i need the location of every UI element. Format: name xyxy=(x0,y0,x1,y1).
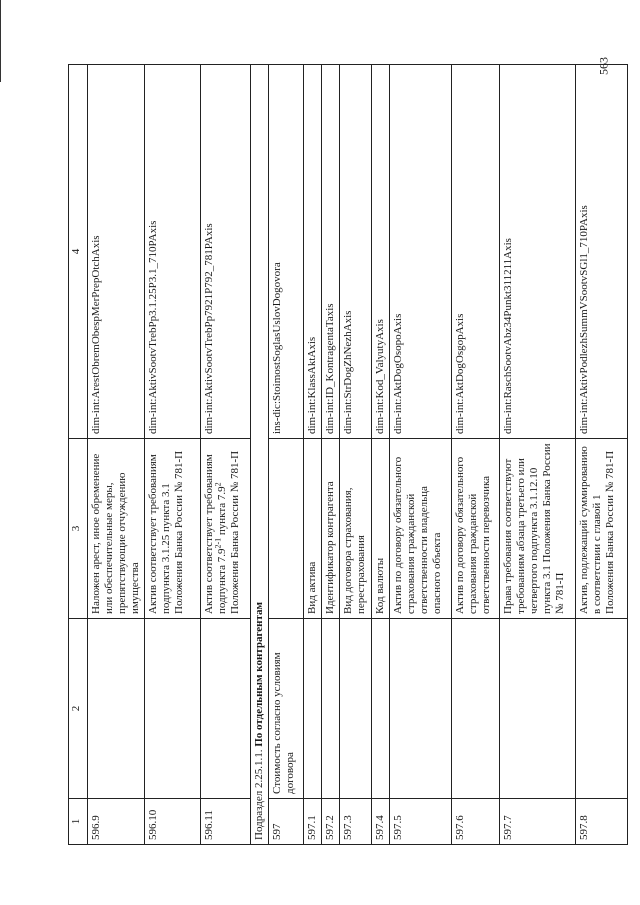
row-name xyxy=(303,619,321,799)
row-code: dim-int:ArestObremObespMerPrepOtchAxis xyxy=(88,65,145,439)
row-name xyxy=(371,619,389,799)
row-name xyxy=(88,619,145,799)
row-description: Вид актива xyxy=(303,439,321,619)
table-row xyxy=(575,65,627,845)
header-cell-2: 2 xyxy=(69,619,88,799)
row-number: 597.2 xyxy=(321,799,339,845)
row-name xyxy=(339,619,371,799)
row-number: 597.5 xyxy=(389,799,451,845)
row-code: dim-int:ID_KontragentaTaxis xyxy=(321,65,339,439)
table-row xyxy=(339,65,371,845)
table-row xyxy=(389,65,451,845)
row-code: dim-int:AktivSootvTrebPp3.1.25P3.1_710PAxis xyxy=(144,65,200,439)
row-description: Актив соответствует требованиям подпункта 3.1.25 пункта 3.1 Положения Банка России № 781-П xyxy=(144,439,200,619)
row-number: 596.10 xyxy=(144,799,200,845)
row-number: 597.4 xyxy=(371,799,389,845)
table-row xyxy=(268,65,303,845)
table-row xyxy=(200,65,250,845)
row-number: 597 xyxy=(268,799,303,845)
row-number: 597.1 xyxy=(303,799,321,845)
row-description xyxy=(268,439,303,619)
row-code: dim-int:AktivPodlezhSummVSootvSGl1_710PAxis xyxy=(575,65,627,439)
table-row xyxy=(88,65,145,845)
header-cell-4: 4 xyxy=(69,65,88,439)
row-name xyxy=(575,619,627,799)
row-name xyxy=(321,619,339,799)
row-name xyxy=(389,619,451,799)
row-description: Права требования соответствуют требованиям абзаца третьего или четвертого подпункта 3.1.12.10 пункта 3.1 Положения Банка России № 781-П xyxy=(499,439,575,619)
table-row xyxy=(321,65,339,845)
row-number: 597.6 xyxy=(451,799,499,845)
row-name xyxy=(144,619,200,799)
margin-mark xyxy=(0,0,1,82)
row-code: dim-int:StrDogZhNezhAxis xyxy=(339,65,371,439)
table-row xyxy=(451,65,499,845)
row-name xyxy=(200,619,250,799)
row-description: Актив по договору обязательного страхования гражданской ответственности перевозчика xyxy=(451,439,499,619)
row-number: 597.3 xyxy=(339,799,371,845)
section-heading: Подраздел 2.25.1.1. По отдельным контрагентам xyxy=(250,65,268,845)
row-description: Актив, подлежащий суммированию в соответствии с главой 1 Положения Банка России № 781-П xyxy=(575,439,627,619)
section-heading-row xyxy=(250,65,268,845)
row-code: dim-int:KlassAktAxis xyxy=(303,65,321,439)
row-description: Наложен арест, иное обременение или обеспечительные меры, препятствующие отчуждению имущества xyxy=(88,439,145,619)
registry-table xyxy=(68,64,628,845)
row-code: ins-dic:StoimostSoglasUslovDogovora xyxy=(268,65,303,439)
row-code: dim-int:AktivSootvTrebPp7921P792_781PAxis xyxy=(200,65,250,439)
row-number: 596.9 xyxy=(88,799,145,845)
table-row xyxy=(499,65,575,845)
row-name xyxy=(499,619,575,799)
row-number: 597.8 xyxy=(575,799,627,845)
row-description: Идентификатор контрагента xyxy=(321,439,339,619)
header-row xyxy=(69,65,88,845)
row-description: Актив соответствует требованиям подпункта 7.9$^{2-1}$ пункта $7.9^2$ Положения Банка России № 781-П xyxy=(200,439,250,619)
row-code: dim-int:AktDogOsgopAxis xyxy=(451,65,499,439)
row-number: 596.11 xyxy=(200,799,250,845)
page-number: 563 xyxy=(596,57,611,75)
table-row xyxy=(303,65,321,845)
row-description: Код валюты xyxy=(371,439,389,619)
row-description: Актив по договору обязательного страхования гражданской ответственности владельца опасного объекта xyxy=(389,439,451,619)
header-cell-3: 3 xyxy=(69,439,88,619)
row-code: dim-int:Kod_ValyutyAxis xyxy=(371,65,389,439)
row-description: Вид договора страхования, перестрахования xyxy=(339,439,371,619)
header-cell-1: 1 xyxy=(69,799,88,845)
row-name: Стоимость согласно условиям договора xyxy=(268,619,303,799)
row-name xyxy=(451,619,499,799)
row-code: dim-int:AktDogOsopoAxis xyxy=(389,65,451,439)
row-number: 597.7 xyxy=(499,799,575,845)
table-row xyxy=(371,65,389,845)
table-row xyxy=(144,65,200,845)
row-code: dim-int:RaschSootvAbz34Punkt311211Axis xyxy=(499,65,575,439)
